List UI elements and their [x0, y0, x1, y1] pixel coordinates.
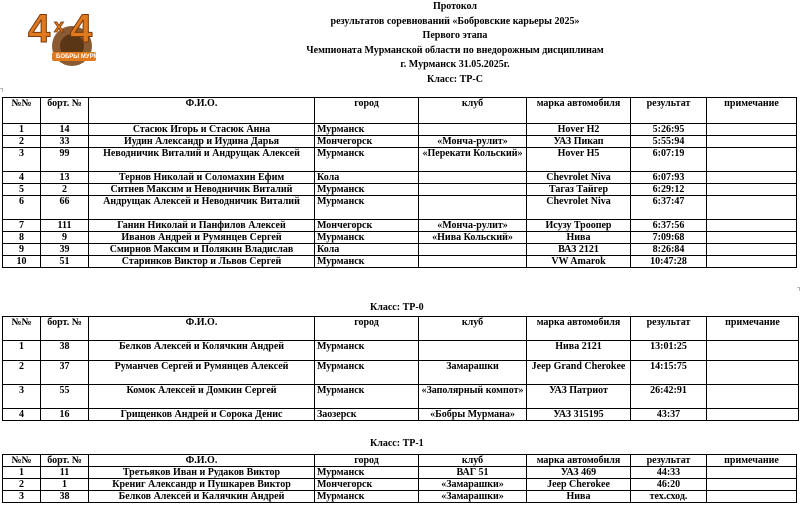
cell-club	[419, 341, 527, 361]
cell-board-number: 111	[41, 220, 89, 232]
cell-city: Мурманск	[315, 196, 419, 220]
cell-rank: 1	[3, 467, 41, 479]
table-row	[3, 196, 797, 220]
cell-crew-names: Старинков Виктор и Львов Сергей	[89, 256, 315, 268]
cell-rank: 6	[3, 196, 41, 220]
table-header-row	[3, 98, 797, 124]
cell-result: 6:07:19	[631, 148, 707, 172]
cell-rank: 8	[3, 232, 41, 244]
cell-note	[707, 479, 797, 491]
cell-result: 6:37:47	[631, 196, 707, 220]
cell-rank: 1	[3, 341, 41, 361]
cell-city: Мурманск	[315, 341, 419, 361]
table-row	[3, 220, 797, 232]
cell-crew-names: Белков Алексей и Колячкин Андрей	[89, 341, 315, 361]
cell-result: 13:01:25	[631, 341, 707, 361]
cell-car-model: Исузу Троопер	[527, 220, 631, 232]
cell-club	[419, 256, 527, 268]
column-header: клуб	[419, 317, 527, 341]
cell-result: 7:09:68	[631, 232, 707, 244]
column-header: город	[315, 317, 419, 341]
header-line: Чемпионата Мурманской области по внедорожным дисциплинам	[306, 44, 604, 56]
svg-text:4: 4	[28, 7, 51, 51]
cell-result: 6:29:12	[631, 184, 707, 196]
cell-board-number: 33	[41, 136, 89, 148]
cell-car-model: VW Amarok	[527, 256, 631, 268]
cell-result: тех.сход.	[631, 491, 707, 503]
column-header: №№	[3, 317, 41, 341]
column-header: клуб	[419, 455, 527, 467]
cell-note	[707, 467, 797, 479]
cell-city: Мончегорск	[315, 479, 419, 491]
cell-board-number: 14	[41, 124, 89, 136]
cell-rank: 1	[3, 124, 41, 136]
cell-club: Замарашки	[419, 361, 527, 385]
cell-club	[419, 184, 527, 196]
cell-crew-names: Иудин Александр и Иудина Дарья	[89, 136, 315, 148]
cell-club: «Мончa-рулит»	[419, 136, 527, 148]
table-row	[3, 232, 797, 244]
table-row	[3, 341, 799, 361]
column-header: результат	[631, 98, 707, 124]
table-row	[3, 385, 799, 409]
cell-city: Мурманск	[315, 232, 419, 244]
cell-note	[707, 220, 797, 232]
cell-board-number: 38	[41, 491, 89, 503]
column-header: Ф.И.О.	[89, 455, 315, 467]
table-row	[3, 172, 797, 184]
cell-club: «Замарашки»	[419, 491, 527, 503]
column-header: марка автомобиля	[527, 317, 631, 341]
cell-car-model: ВАЗ 2121	[527, 244, 631, 256]
column-header: город	[315, 98, 419, 124]
header-line: Класс: ТР-С	[427, 73, 483, 85]
cell-rank: 2	[3, 136, 41, 148]
table-row	[3, 148, 797, 172]
svg-text:x: x	[54, 16, 65, 36]
cell-board-number: 16	[41, 409, 89, 421]
cell-result: 26:42:91	[631, 385, 707, 409]
cell-note	[707, 136, 797, 148]
class-label-tr1: Класс: ТР-1	[370, 438, 424, 449]
table-row	[3, 184, 797, 196]
column-header: марка автомобиля	[527, 455, 631, 467]
cell-crew-names: Андрущак Алексей и Неводничик Виталий	[89, 196, 315, 220]
cell-club: «Заполярный компот»	[419, 385, 527, 409]
cell-car-model: УАЗ Патриот	[527, 385, 631, 409]
column-header: Ф.И.О.	[89, 98, 315, 124]
column-header: №№	[3, 98, 41, 124]
cell-city: Мурманск	[315, 467, 419, 479]
header-line: результатов соревнований «Бобровские карьеры 2025»	[330, 15, 580, 27]
results-table-tr0	[2, 316, 799, 421]
cell-result: 5:26:95	[631, 124, 707, 136]
svg-text:4: 4	[70, 7, 93, 51]
cell-board-number: 39	[41, 244, 89, 256]
cell-car-model: УАЗ 469	[527, 467, 631, 479]
cell-car-model: Jeep Grand Cherokee	[527, 361, 631, 385]
cell-city: Мурманск	[315, 385, 419, 409]
cell-crew-names: Третьяков Иван и Рудаков Виктор	[89, 467, 315, 479]
column-header: примечание	[707, 98, 797, 124]
cell-car-model: Нива	[527, 232, 631, 244]
column-header: результат	[631, 317, 707, 341]
table-row	[3, 361, 799, 385]
cell-crew-names: Смирнов Максим и Полякин Владислав	[89, 244, 315, 256]
table-header-row	[3, 455, 797, 467]
cell-crew-names: Грищенков Андрей и Сорока Денис	[89, 409, 315, 421]
cell-board-number: 13	[41, 172, 89, 184]
cell-result: 14:15:75	[631, 361, 707, 385]
cell-note	[707, 124, 797, 136]
column-header: Ф.И.О.	[89, 317, 315, 341]
cell-board-number: 9	[41, 232, 89, 244]
cell-car-model: УАЗ 315195	[527, 409, 631, 421]
cell-rank: 3	[3, 491, 41, 503]
cell-crew-names: Крениг Александр и Пушкарев Виктор	[89, 479, 315, 491]
table-row	[3, 467, 797, 479]
header-line: г. Мурманск 31.05.2025г.	[400, 59, 510, 71]
cell-result: 44:33	[631, 467, 707, 479]
cell-result: 46:20	[631, 479, 707, 491]
cell-club: ВАГ 51	[419, 467, 527, 479]
cell-city: Мурманск	[315, 491, 419, 503]
cell-rank: 5	[3, 184, 41, 196]
cell-rank: 2	[3, 479, 41, 491]
cell-city: Кола	[315, 244, 419, 256]
column-header: город	[315, 455, 419, 467]
class-label-tr0: Класс: ТР-0	[370, 302, 424, 313]
cell-result: 6:37:56	[631, 220, 707, 232]
cell-note	[707, 341, 799, 361]
cell-board-number: 51	[41, 256, 89, 268]
cell-crew-names: Неводничик Виталий и Андрущак Алексей	[89, 148, 315, 172]
header-line: Первого этапа	[422, 30, 488, 42]
cell-board-number: 2	[41, 184, 89, 196]
cell-note	[707, 491, 797, 503]
cell-result: 8:26:84	[631, 244, 707, 256]
cell-note	[707, 409, 799, 421]
cell-board-number: 37	[41, 361, 89, 385]
cell-car-model: УАЗ Пикап	[527, 136, 631, 148]
cell-crew-names: Ганин Николай и Панфилов Алексей	[89, 220, 315, 232]
column-header: примечание	[707, 317, 799, 341]
cell-city: Мончегорск	[315, 220, 419, 232]
cell-rank: 3	[3, 148, 41, 172]
cell-note	[707, 148, 797, 172]
cell-board-number: 11	[41, 467, 89, 479]
cell-car-model: Hover H2	[527, 124, 631, 136]
cell-club	[419, 172, 527, 184]
table-row	[3, 124, 797, 136]
club-logo	[26, 2, 112, 72]
cell-club: «Мончa-рулит»	[419, 220, 527, 232]
cell-car-model: Нива 2121	[527, 341, 631, 361]
column-header: марка автомобиля	[527, 98, 631, 124]
cell-rank: 9	[3, 244, 41, 256]
cell-crew-names: Комок Алексей и Домкин Сергей	[89, 385, 315, 409]
cell-car-model: Chevrolet Niva	[527, 172, 631, 184]
cell-crew-names: Тернов Николай и Соломахин Ефим	[89, 172, 315, 184]
column-header: результат	[631, 455, 707, 467]
cell-result: 10:47:28	[631, 256, 707, 268]
cell-city: Мурманск	[315, 361, 419, 385]
cell-board-number: 66	[41, 196, 89, 220]
cell-club: «Замарашки»	[419, 479, 527, 491]
results-table-tr1	[2, 454, 797, 503]
cell-note	[707, 244, 797, 256]
table-row	[3, 409, 799, 421]
cell-city: Мончегорск	[315, 136, 419, 148]
cell-rank: 10	[3, 256, 41, 268]
table-row	[3, 491, 797, 503]
results-table-trc	[2, 97, 797, 268]
table-row	[3, 256, 797, 268]
cell-club	[419, 124, 527, 136]
column-header: борт. №	[41, 317, 89, 341]
logo-brand-text: БОБРЫ МУРМАНА	[56, 54, 112, 60]
cell-crew-names: Стасюк Игорь и Стасюк Анна	[89, 124, 315, 136]
table-header-row	[3, 317, 799, 341]
cell-note	[707, 184, 797, 196]
cell-crew-names: Иванов Андрей и Румянцев Сергей	[89, 232, 315, 244]
cell-board-number: 55	[41, 385, 89, 409]
cell-car-model: Нива	[527, 491, 631, 503]
cell-club: «Нива Кольский»	[419, 232, 527, 244]
cell-club	[419, 196, 527, 220]
cell-car-model: Hover H5	[527, 148, 631, 172]
cell-note	[707, 361, 799, 385]
cell-result: 43:37	[631, 409, 707, 421]
cell-result: 6:07:93	[631, 172, 707, 184]
cell-car-model: Jeep Cherokee	[527, 479, 631, 491]
cell-rank: 4	[3, 172, 41, 184]
header-line: Протокол	[432, 1, 478, 12]
table-row	[3, 136, 797, 148]
table-row	[3, 244, 797, 256]
cell-crew-names: Руманчев Сергей и Румянцев Алексей	[89, 361, 315, 385]
column-header: примечание	[707, 455, 797, 467]
cell-city: Заозерск	[315, 409, 419, 421]
table-row	[3, 479, 797, 491]
cell-city: Мурманск	[315, 184, 419, 196]
cell-crew-names: Белков Алексей и Калячкин Андрей	[89, 491, 315, 503]
column-header: борт. №	[41, 98, 89, 124]
cell-club: «Перекати Кольский»	[419, 148, 527, 172]
cell-city: Мурманск	[315, 148, 419, 172]
cell-rank: 3	[3, 385, 41, 409]
cell-board-number: 1	[41, 479, 89, 491]
cell-rank: 2	[3, 361, 41, 385]
page-corner-mark: ┐	[0, 86, 5, 92]
cell-note	[707, 172, 797, 184]
cell-note	[707, 256, 797, 268]
cell-note	[707, 385, 799, 409]
cell-car-model: Тагаз Тайгер	[527, 184, 631, 196]
cell-city: Кола	[315, 172, 419, 184]
cell-board-number: 99	[41, 148, 89, 172]
cell-city: Мурманск	[315, 256, 419, 268]
cell-car-model: Chevrolet Niva	[527, 196, 631, 220]
cell-note	[707, 196, 797, 220]
cell-city: Мурманск	[315, 124, 419, 136]
cell-crew-names: Ситнев Максим и Неводничик Виталий	[89, 184, 315, 196]
cell-result: 5:55:94	[631, 136, 707, 148]
cell-club: «Бобры Мурмана»	[419, 409, 527, 421]
cell-rank: 4	[3, 409, 41, 421]
column-header: борт. №	[41, 455, 89, 467]
cell-rank: 7	[3, 220, 41, 232]
column-header: клуб	[419, 98, 527, 124]
cell-board-number: 38	[41, 341, 89, 361]
cell-club	[419, 244, 527, 256]
cell-note	[707, 232, 797, 244]
column-header: №№	[3, 455, 41, 467]
page-corner-mark: ┐	[797, 285, 802, 291]
document-header	[255, 0, 655, 88]
